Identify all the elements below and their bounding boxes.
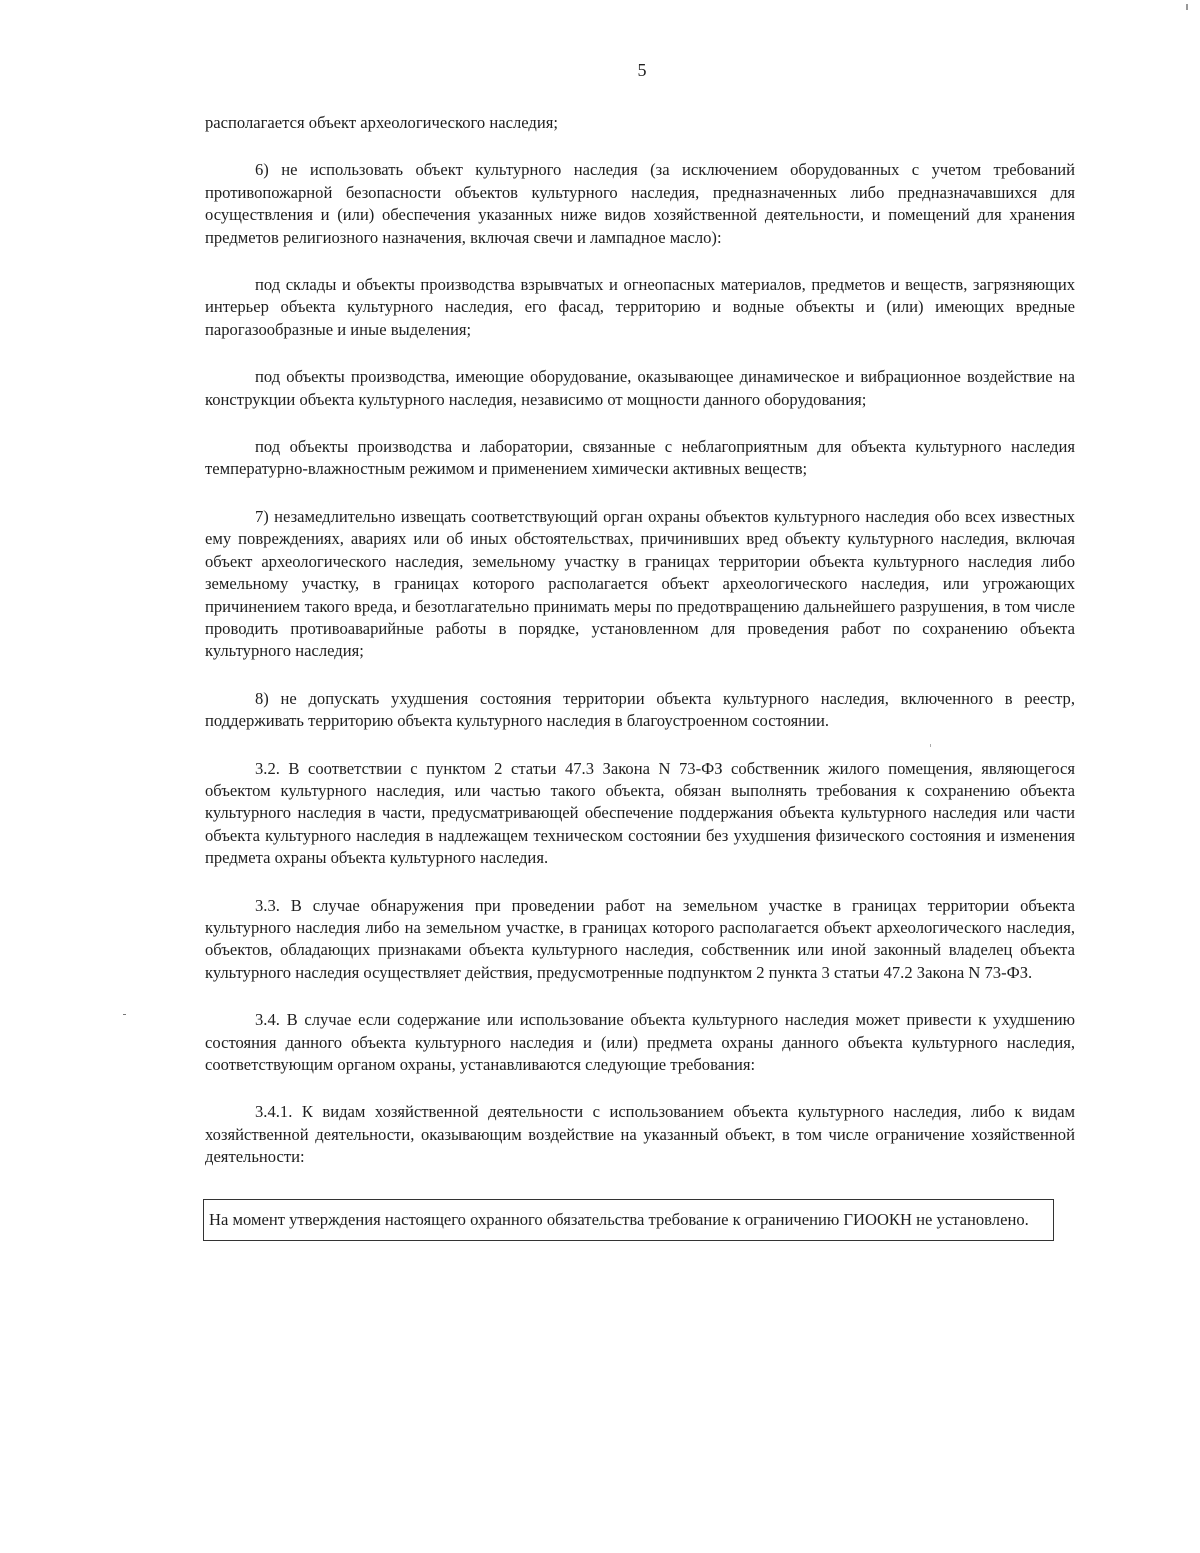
paragraph-3-3: 3.3. В случае обнаружения при проведении работ на земельном участке в границах территории объекта культурного наследия либо на земельном участке, в границах которого располагается объект археологического наследия, объектов, обладающих признаками объекта культурного наследия, собственник или иной законный владелец объекта культурного наследия осуществляет действия, предусмотренные подпунктом 2 пункта 3 статьи 47.2 Закона N 73-ФЗ. xyxy=(205,895,1075,982)
paragraph-3-4: 3.4. В случае если содержание или использование объекта культурного наследия может привести к ухудшению состояния данного объекта культурного наследия и (или) предмета охраны данного объекта культурного наследия, соответствующим органом охраны, устанавливаются следующие требования: xyxy=(205,1010,1075,1074)
scan-speck xyxy=(123,1014,126,1015)
notice-text: На момент утверждения настоящего охранного обязательства требование к ограничению ГИООКН не установлено. xyxy=(209,1209,1029,1229)
paragraph-item-8: 8) не допускать ухудшения состояния территории объекта культурного наследия, включенного в реестр, поддерживать территорию объекта культурного наследия в благоустроенном состоянии. xyxy=(205,688,1075,731)
paragraph-item-7: 7) незамедлительно извещать соответствующий орган охраны объектов культурного наследия обо всех известных ему повреждениях, авариях или об иных обстоятельствах, причинивших вред объекту культурного наследия, включая объект археологического наследия, земельному участку в границах территории объекта культурного наследия либо земельному участку, в границах которого располагается объект археологического наследия, или угрожающих причинением такого вреда, и безотлагательно принимать меры по предотвращению дальнейшего разрушения, в том числе проводить противоаварийные работы в порядке, установленном для проведения работ по сохранению объекта культурного наследия; xyxy=(205,506,1075,661)
paragraph-item-6: 6) не использовать объект культурного наследия (за исключением оборудованных с учетом требований противопожарной безопасности объектов культурного наследия, предназначенных либо предназначавшихся для осуществления и (или) обеспечения указанных ниже видов хозяйственной деятельности, и помещений для хранения предметов религиозного назначения, включая свечи и лампадное масло): xyxy=(205,160,1075,247)
notice-box xyxy=(203,1199,1054,1241)
paragraph-continuation: располагается объект археологического наследия; xyxy=(205,113,558,132)
paragraph-subitem-equipment: под объекты производства, имеющие оборудование, оказывающее динамическое и вибрационное воздействие на конструкции объекта культурного наследия, независимо от мощности данного оборудования; xyxy=(205,367,1075,409)
paragraph-3-4-1: 3.4.1. К видам хозяйственной деятельности с использованием объекта культурного наследия, либо к видам хозяйственной деятельности, оказывающим воздействие на указанный объект, в том числе ограничение хозяйственной деятельности: xyxy=(205,1102,1075,1167)
scan-speck xyxy=(930,744,931,747)
paragraph-subitem-warehouses: под склады и объекты производства взрывчатых и огнеопасных материалов, предметов и веществ, загрязняющих интерьер объекта культурного наследия, его фасад, территорию и водные объекты и (или) имеющих вредные парогазообразные и иные выделения; xyxy=(205,275,1075,339)
paragraph-subitem-laboratories: под объекты производства и лаборатории, связанные с неблагоприятным для объекта культурного наследия температурно-влажностным режимом и применением химически активных веществ; xyxy=(205,437,1075,479)
document-body xyxy=(205,112,1075,1241)
paragraph-3-2: 3.2. В соответствии с пунктом 2 статьи 47.3 Закона N 73-ФЗ собственник жилого помещения, являющегося объектом культурного наследия, или частью такого объекта, обязан выполнять требования к сохранению объекта культурного наследия в части, предусматривающей обеспечение поддержания объекта культурного наследия или части объекта культурного наследия в надлежащем техническом состоянии без ухудшения физического состояния и изменения предмета охраны объекта культурного наследия. xyxy=(205,758,1075,868)
page-number: 5 xyxy=(637,60,647,80)
scan-speck xyxy=(1186,4,1188,10)
